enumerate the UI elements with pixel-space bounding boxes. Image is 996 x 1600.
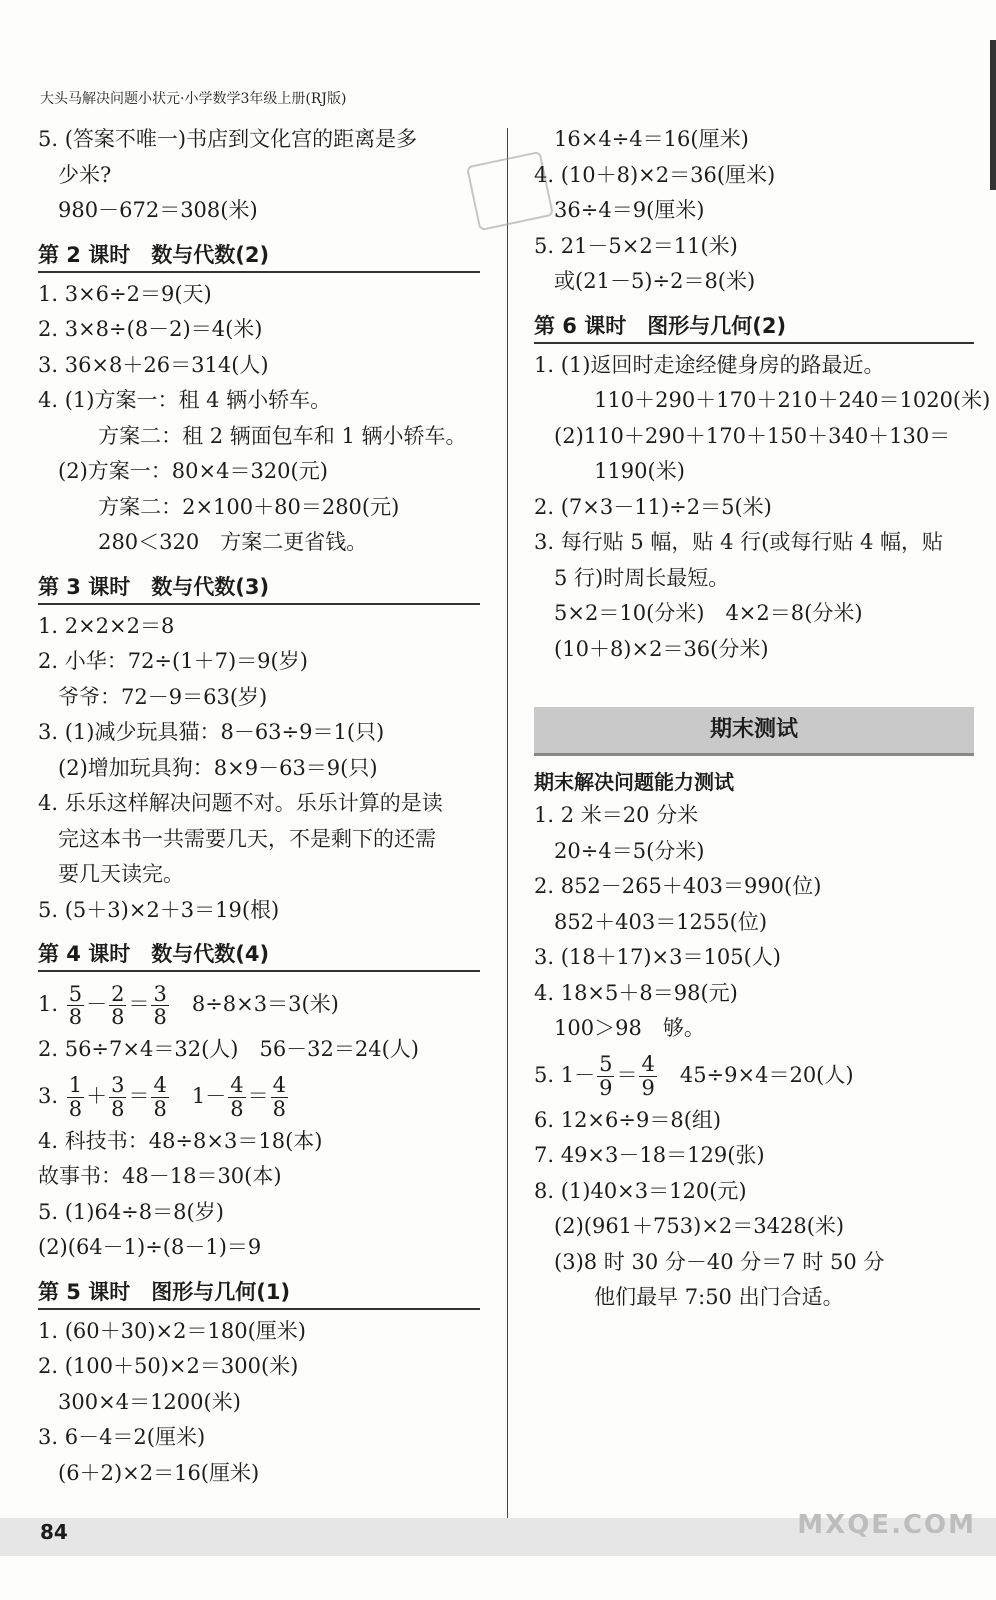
numerator: 2 — [111, 981, 125, 1006]
q3-prefix: 3. — [38, 1083, 65, 1108]
answer-line: 1. 3×6÷2＝9(天) — [38, 281, 212, 306]
fraction — [67, 1074, 84, 1119]
answer-line: 280＜320 方案二更省钱。 — [38, 530, 368, 554]
answer-line: 或(21－5)÷2＝8(米) — [534, 269, 756, 293]
answer-line: 2. (100＋50)×2＝300(米) — [38, 1354, 299, 1378]
denominator: 8 — [68, 1005, 83, 1029]
answer-line: 方案二：租 2 辆面包车和 1 辆小轿车。 — [38, 423, 467, 448]
lesson-4-answers — [38, 976, 480, 1266]
fraction — [271, 1074, 288, 1119]
final-test-q5 — [534, 1047, 974, 1103]
numerator: 5 — [68, 981, 83, 1006]
column-divider — [507, 128, 508, 1528]
answer-line: 36÷4＝9(厘米) — [534, 198, 705, 222]
section-title-lesson-2: 第 2 课时 数与代数(2) — [38, 229, 480, 273]
q5-rest: 45÷9×4＝20(人) — [658, 1062, 854, 1087]
denominator: 8 — [272, 1096, 286, 1121]
fraction — [109, 1074, 126, 1119]
operator: － — [86, 992, 108, 1016]
fraction — [597, 1053, 614, 1098]
denominator: 9 — [641, 1075, 655, 1100]
lesson-4-q1 — [38, 976, 480, 1032]
answer-line: 1. (1)返回时走途经健身房的路最近。 — [534, 352, 885, 377]
answer-line: (6＋2)×2＝16(厘米) — [38, 1460, 260, 1485]
numerator: 4 — [153, 1073, 167, 1098]
answer-line: 6. 12×6÷9＝8(组) — [534, 1107, 722, 1132]
numerator: 5 — [599, 1052, 613, 1077]
final-test-banner: 期末测试 — [534, 707, 974, 756]
denominator: 8 — [68, 1096, 83, 1121]
answer-line: 5. 21－5×2＝11(米) — [534, 233, 738, 258]
answer-line: 5. (答案不唯一)书店到文化宫的距离是多 — [38, 127, 418, 151]
right-column — [534, 122, 991, 1316]
answer-line: 5 行)时周长最短。 — [534, 565, 730, 590]
lesson-4-q5a: 5. (1)64÷8＝8(岁) — [38, 1199, 224, 1224]
answer-line: 300×4＝1200(米) — [38, 1389, 241, 1414]
answer-line: 1. 2×2×2＝8 — [38, 613, 175, 638]
answer-line: 1190(米) — [534, 459, 685, 483]
answer-line: 要几天读完。 — [38, 862, 185, 886]
operator: ＝ — [247, 1083, 269, 1108]
fraction — [639, 1053, 656, 1098]
page-edge-strip — [990, 40, 996, 190]
denominator: 8 — [230, 1096, 244, 1121]
q1-rest: 8÷8×3＝3(米) — [170, 992, 339, 1016]
lesson-2-answers — [38, 277, 480, 561]
answer-line: 100＞98 够。 — [534, 1016, 705, 1040]
operator: ＋ — [86, 1083, 108, 1108]
lesson-4-q4b: 故事书：48－18＝30(本) — [38, 1164, 282, 1188]
answer-line: (2)110＋290＋170＋150＋340＋130＝ — [534, 423, 951, 448]
numerator: 4 — [641, 1052, 655, 1077]
answer-line: 爷爷：72－9＝63(岁) — [38, 684, 268, 709]
answer-line: (2)增加玩具狗：8×9－63＝9(只) — [38, 755, 378, 780]
answer-line: (3)8 时 30 分－40 分＝7 时 50 分 — [534, 1249, 885, 1274]
answer-line: 2. (7×3－11)÷2＝5(米) — [534, 494, 772, 519]
denominator: 8 — [153, 1005, 167, 1029]
answer-line: 4. 乐乐这样解决问题不对。乐乐计算的是读 — [38, 791, 443, 815]
answer-line: 5×2＝10(分米) 4×2＝8(分米) — [534, 601, 863, 625]
operator: ＝ — [128, 992, 150, 1016]
answer-line: 2. 3×8÷(8－2)＝4(米) — [38, 317, 263, 341]
answer-line: 方案二：2×100＋80＝280(元) — [38, 494, 400, 519]
section-title-lesson-4: 第 4 课时 数与代数(4) — [38, 928, 480, 972]
answer-line: 少米? — [38, 162, 112, 187]
numerator: 4 — [272, 1073, 286, 1098]
answer-line: 2. 小华：72÷(1＋7)＝9(岁) — [38, 649, 308, 673]
answer-line: 3. (1)减少玩具猫：8－63÷9＝1(只) — [38, 720, 385, 744]
answer-line: 4. 18×5＋8＝98(元) — [534, 980, 738, 1005]
final-test-answers-b — [534, 1103, 974, 1316]
fraction — [151, 1074, 168, 1119]
answer-line: (10＋8)×2＝36(分米) — [534, 636, 769, 661]
lesson-4-q2: 2. 56÷7×4＝32(人) 56－32＝24(人) — [38, 1037, 420, 1061]
fraction — [228, 1074, 245, 1119]
answer-line: (2)方案一：80×4＝320(元) — [38, 459, 328, 483]
answer-line: 4. (1)方案一：租 4 辆小轿车。 — [38, 388, 332, 412]
answer-line: 2. 852－265＋403＝990(位) — [534, 874, 822, 898]
final-test-answers-a — [534, 798, 974, 1047]
fraction — [67, 983, 84, 1028]
intro-answers — [38, 122, 480, 229]
answer-line: 8. (1)40×3＝120(元) — [534, 1178, 747, 1203]
page-number: 84 — [40, 1520, 68, 1544]
lesson-5-continued-answers — [534, 122, 974, 300]
numerator: 3 — [153, 981, 167, 1006]
answer-line: 3. 36×8＋26＝314(人) — [38, 352, 269, 377]
lesson-4-q4a: 4. 科技书：48÷8×3＝18(本) — [38, 1128, 323, 1153]
q5-prefix: 5. 1－ — [534, 1062, 596, 1087]
q1-prefix: 1. — [38, 992, 65, 1016]
denominator: 8 — [153, 1096, 167, 1121]
answer-line: 3. 每行贴 5 幅，贴 4 行(或每行贴 4 幅，贴 — [534, 530, 944, 554]
lesson-3-answers — [38, 609, 480, 929]
final-test-subtitle: 期末解决问题能力测试 — [534, 770, 734, 794]
section-title-lesson-5: 第 5 课时 图形与几何(1) — [38, 1266, 480, 1310]
numerator: 4 — [230, 1073, 244, 1098]
answer-line: 他们最早 7:50 出门合适。 — [534, 1285, 844, 1309]
lesson-4-q3 — [38, 1068, 480, 1124]
answer-line: 完这本书一共需要几天，不是剩下的还需 — [38, 826, 437, 851]
denominator: 8 — [111, 1096, 125, 1121]
answer-line: 20÷4＝5(分米) — [534, 838, 705, 863]
answer-line: 7. 49×3－18＝129(张) — [534, 1143, 765, 1167]
answer-line: 3. 6－4＝2(厘米) — [38, 1425, 206, 1449]
answer-line: 5. (5＋3)×2＋3＝19(根) — [38, 897, 280, 922]
answer-line: 3. (18＋17)×3＝105(人) — [534, 945, 781, 969]
q3-mid: 1－ — [170, 1083, 227, 1108]
fraction — [109, 983, 126, 1028]
answer-line: 1. 2 米＝20 分米 — [534, 803, 699, 827]
answer-line: 1. (60＋30)×2＝180(厘米) — [38, 1318, 306, 1343]
answer-line: 110＋290＋170＋210＋240＝1020(米) — [534, 388, 991, 412]
denominator: 8 — [111, 1005, 125, 1029]
answer-line: 16×4÷4＝16(厘米) — [534, 127, 749, 151]
answer-line: (2)(961＋753)×2＝3428(米) — [534, 1214, 845, 1238]
operator: ＝ — [616, 1062, 638, 1087]
lesson-4-q5b: (2)(64－1)÷(8－1)＝9 — [38, 1235, 262, 1259]
section-title-lesson-3: 第 3 课时 数与代数(3) — [38, 561, 480, 605]
numerator: 1 — [68, 1073, 83, 1098]
running-header: 大头马解决问题小状元·小学数学3年级上册(RJ版) — [40, 91, 347, 107]
numerator: 3 — [111, 1073, 125, 1098]
lesson-5-answers — [38, 1314, 480, 1492]
section-title-lesson-6: 第 6 课时 图形与几何(2) — [534, 300, 974, 344]
fraction — [151, 983, 168, 1028]
answer-line: 980－672＝308(米) — [38, 198, 258, 222]
operator: ＝ — [128, 1083, 150, 1108]
answer-line: 852＋403＝1255(位) — [534, 909, 768, 934]
denominator: 9 — [599, 1075, 613, 1100]
watermark: MXQE.COM — [797, 1510, 976, 1540]
lesson-6-answers — [534, 348, 991, 668]
left-column — [38, 122, 480, 1491]
answer-line: 4. (10＋8)×2＝36(厘米) — [534, 162, 776, 187]
